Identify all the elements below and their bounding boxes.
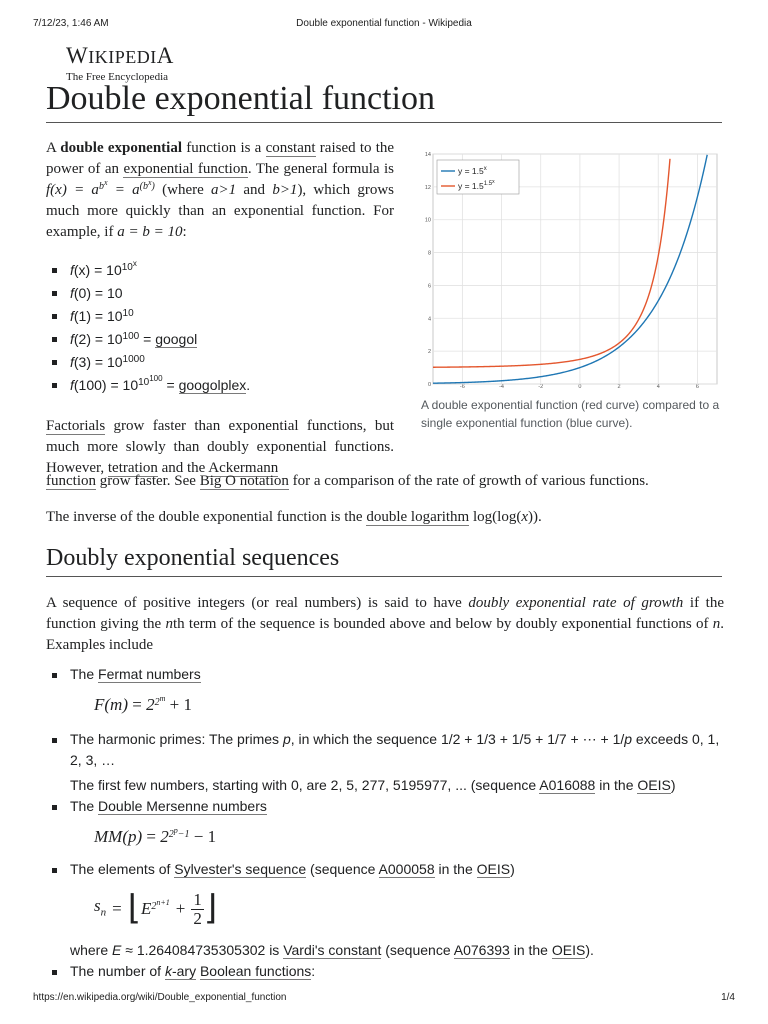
- boolean-functions-link[interactable]: Boolean functions: [199, 963, 312, 979]
- ackermann-link[interactable]: Ackermann: [208, 460, 279, 476]
- section-heading: Doubly exponential sequences: [46, 545, 722, 577]
- factorials-paragraph: Factorials grow faster than exponential functions, but much more slowly than doubly exponential functions. However, tetration and the Ackermann: [46, 418, 394, 476]
- a000058-link[interactable]: A000058: [378, 861, 435, 877]
- y-tick-label: 14: [424, 152, 431, 158]
- googolplex-link[interactable]: googolplex: [178, 377, 247, 393]
- x-tick-label: -6: [459, 384, 465, 388]
- legend-label: $y = 1.5^{1.5x}$: [458, 179, 495, 191]
- print-page-number: 1/4: [721, 992, 735, 1003]
- print-url: https://en.wikipedia.org/wiki/Double_exponential_function: [33, 992, 287, 1003]
- list-item: $f(100) = 10^{10^{100}}$ = googolplex.: [48, 374, 398, 397]
- intro-paragraph: A double exponential function is a constant raised to the power of an exponential function. The general formula is $f(x) = a^{b^x} = a^{(b^x)}$ (where a>1 and b>1), which grows much more quickly than an exponential function. For example, if a = b = 10:: [46, 140, 395, 240]
- list-item-kary: The number of k-ary Boolean functions:: [48, 961, 728, 982]
- list-item: $f(3) = 10^{1000}$: [48, 351, 398, 374]
- wikipedia-tagline: The Free Encyclopedia: [66, 71, 169, 83]
- x-tick-label: -2: [538, 384, 544, 388]
- mersenne-formula: $MM(p) = 2^{2^p-1} - 1$: [94, 826, 217, 846]
- page-title: Double exponential function: [46, 80, 722, 123]
- list-item-harmonic: The harmonic primes: The primes p, in which the sequence 1/2 + 1/3 + 1/5 + 1/7 + ⋯ + 1/p exceeds 0, 1, 2, 3, … The first few numbers, starting with 0, are 2, 5, 277, 5195977, ... (sequence A016088 in the OEIS): [48, 729, 728, 796]
- sequences-list: [48, 664, 728, 982]
- oeis-link[interactable]: OEIS: [637, 777, 671, 793]
- y-tick-label: 4: [427, 316, 431, 323]
- exponential-function-link[interactable]: exponential function: [123, 161, 248, 177]
- list-item: $f(x) = 10^{10^x}$: [48, 259, 398, 282]
- list-item-mersenne: The Double Mersenne numbers $MM(p) = 2^{2^p-1} - 1$: [48, 796, 728, 857]
- factorials-paragraph-cont: function grow faster. See Big O notation for a comparison of the rate of growth of various functions.: [46, 473, 649, 489]
- y-tick-label: 12: [424, 184, 431, 191]
- figure-caption: A double exponential function (red curve) compared to a single exponential function (blue curve).: [421, 398, 720, 430]
- sylvester-formula: $s_n$ = ⌊ $E^{2^{n+1}}$ + $\frac{1}{2}$ ⌋: [94, 889, 218, 928]
- tetration-link[interactable]: tetration: [107, 460, 158, 476]
- ackermann-function-link[interactable]: function: [46, 473, 96, 489]
- wikipedia-wordmark: WIKIPEDIA: [66, 43, 174, 68]
- x-tick-label: -4: [499, 384, 504, 388]
- fermat-numbers-link[interactable]: Fermat numbers: [98, 666, 201, 682]
- constant-link[interactable]: constant: [265, 140, 316, 156]
- list-item-fermat: The Fermat numbers $F(m) = 2^{2^m} + 1$: [48, 664, 728, 725]
- fermat-formula: $F(m) = 2^{2^m} + 1$: [94, 694, 192, 714]
- list-item: $f(2) = 10^{100}$ = googol: [48, 328, 398, 351]
- googol-link[interactable]: googol: [155, 331, 198, 347]
- legend-label: $y = 1.5^x$: [458, 166, 487, 176]
- print-page-title: Double exponential function - Wikipedia: [296, 18, 472, 29]
- vardis-constant-link[interactable]: Vardi's constant: [283, 942, 382, 958]
- x-tick-label: 6: [695, 384, 699, 388]
- sylvester-link[interactable]: Sylvester's sequence: [174, 861, 307, 877]
- oeis-link[interactable]: OEIS: [476, 861, 511, 877]
- x-tick-label: 4: [656, 384, 660, 388]
- x-tick-label: 0: [578, 384, 582, 388]
- k-ary-link[interactable]: k-ary: [164, 963, 197, 979]
- big-o-link[interactable]: Big O notation: [199, 473, 289, 489]
- bold-term: double exponential: [60, 140, 182, 156]
- factorials-link[interactable]: Factorials: [46, 418, 106, 434]
- double-logarithm-link[interactable]: double logarithm: [366, 509, 470, 525]
- print-datetime: 7/12/23, 1:46 AM: [33, 18, 109, 29]
- general-formula: $f(x) = a^{b^x} = a^{(b^x)}$: [46, 178, 155, 198]
- oeis-link[interactable]: OEIS: [551, 942, 586, 958]
- double-mersenne-link[interactable]: Double Mersenne numbers: [98, 798, 267, 814]
- a076393-link[interactable]: A076393: [453, 942, 510, 958]
- inverse-paragraph: The inverse of the double exponential function is the double logarithm log(log(x)).: [46, 509, 542, 525]
- x-tick-label: 2: [617, 384, 621, 388]
- y-tick-label: 10: [424, 217, 431, 224]
- list-item-sylvester: The elements of Sylvester's sequence (sequence A000058 in the OEIS) $s_n$ = ⌊ $E^{2^{n+1}}$ + $\frac{1}{2}$ ⌋ where E ≈ 1.264084735305302 is Vardi's constant (sequence A076393 in the OEIS).: [48, 859, 728, 961]
- examples-list: [48, 259, 398, 397]
- list-item: f(0) = 10: [48, 282, 398, 305]
- y-tick-label: 8: [427, 250, 431, 257]
- a016088-link[interactable]: A016088: [539, 777, 596, 793]
- y-tick-label: 6: [427, 283, 431, 290]
- chart-figure: [421, 150, 721, 393]
- list-item: $f(1) = 10^{10}$: [48, 305, 398, 328]
- exponential-chart: [421, 150, 721, 388]
- y-tick-label: 0: [427, 382, 431, 388]
- y-tick-label: 2: [427, 349, 431, 356]
- sequences-paragraph: A sequence of positive integers (or real numbers) is said to have doubly exponential rate of growth if the function giving the nth term of the sequence is bounded above and below by doubly exponential functions of n. Examples include: [46, 595, 724, 653]
- wikipedia-logo[interactable]: [66, 44, 174, 83]
